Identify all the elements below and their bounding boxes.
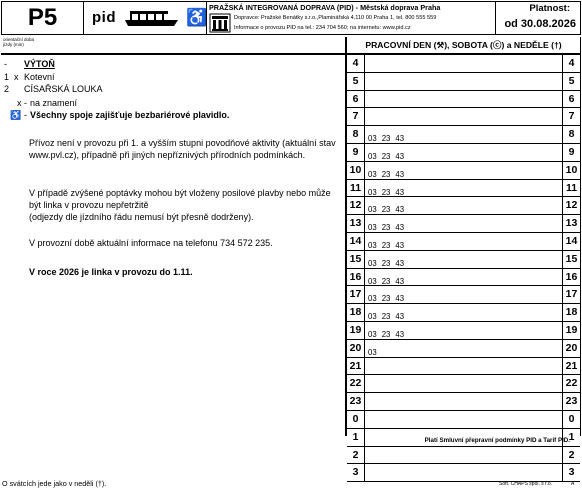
- departure-minute: 23: [381, 258, 391, 268]
- hour-label-left: 21: [347, 358, 365, 375]
- note-text: na znamení: [30, 98, 78, 108]
- departure-minute: 23: [381, 329, 391, 339]
- departure-minute: 43: [395, 276, 405, 286]
- hour-label-right: 23: [562, 393, 580, 410]
- hour-label-right: 13: [562, 215, 580, 232]
- departure-minute: 03: [368, 223, 377, 233]
- note-text: Všechny spoje zajišťuje bezbariérové plavidlo.: [30, 110, 230, 120]
- hour-label-left: 13: [347, 215, 365, 232]
- hour-row: [347, 269, 580, 287]
- departure-minute: 03: [368, 312, 377, 322]
- hour-label-left: 0: [347, 411, 365, 428]
- departure-minute: 43: [395, 151, 405, 161]
- hour-label-right: 22: [562, 375, 580, 392]
- hour-label-right: 5: [562, 73, 580, 90]
- season-notice: V roce 2026 je linka v provozu do 1.11.: [29, 267, 193, 277]
- stop-name: CÍSAŘSKÁ LOUKA: [24, 84, 103, 95]
- departure-minute: 03: [368, 169, 377, 179]
- departure-minute: 23: [381, 169, 391, 179]
- departure-minute: 23: [381, 294, 391, 304]
- hour-label-left: 8: [347, 126, 365, 143]
- tariff-note: Platí Smluvní přepravní podmínky PID a Tarif PID.: [424, 437, 570, 444]
- hour-label-left: 2: [347, 447, 365, 464]
- hour-label-right: 20: [562, 340, 580, 357]
- carrier-info: Dopravce: Pražské Benátky s.r.o.,Plaminářská 4,110 00 Praha 1, tel. 800 555 559: [234, 15, 437, 21]
- pid-logo: pid: [92, 9, 116, 26]
- departure-minute: 43: [395, 169, 405, 179]
- hour-label-left: 6: [347, 91, 365, 108]
- departure-minute: 23: [381, 312, 391, 322]
- hour-label-left: 15: [347, 251, 365, 268]
- flood-notice: Přívoz není v provozu při 1. a vyšším stupni povodňové aktivity (aktuální stav www.pvl.cz), případně při jiných nepříznivých přírodních podmínkách.: [29, 138, 336, 161]
- hour-label-left: 12: [347, 197, 365, 214]
- crest-icon: [209, 13, 231, 33]
- hour-label-left: 14: [347, 233, 365, 250]
- departure-minute: 23: [381, 187, 391, 197]
- accessibility-symbol: ♿ -: [10, 109, 27, 120]
- hour-row: [347, 91, 580, 109]
- departure-minute: 23: [381, 151, 391, 161]
- departure-minute: 43: [395, 205, 405, 215]
- hour-row: [347, 180, 580, 198]
- hour-label-right: 11: [562, 180, 580, 197]
- hour-row: [347, 73, 580, 91]
- stop-flag: x: [14, 71, 19, 82]
- validity-label: Platnost:: [529, 3, 570, 14]
- departure-minute: 23: [381, 134, 391, 144]
- hour-label-left: 5: [347, 73, 365, 90]
- hour-row: [347, 126, 580, 144]
- departure-rows: [347, 55, 580, 482]
- stop-name-current: VÝTOŇ: [24, 59, 55, 70]
- operator-block: [206, 2, 496, 34]
- hour-row: [347, 340, 580, 358]
- hour-row: [347, 286, 580, 304]
- hour-label-right: 6: [562, 91, 580, 108]
- hour-row: [347, 464, 580, 482]
- software-letter: A: [571, 481, 575, 487]
- departure-minute: 03: [368, 294, 377, 304]
- hour-row: [347, 233, 580, 251]
- stop-row: [4, 83, 103, 96]
- software-credit: Soft. CHAPS spol. s r.o.: [499, 481, 553, 487]
- departure-minute: 43: [395, 329, 405, 339]
- stop-list: [4, 58, 103, 96]
- hour-label-right: 16: [562, 269, 580, 286]
- hour-label-right: 3: [562, 464, 580, 481]
- hour-label-right: 18: [562, 304, 580, 321]
- phone-notice: V provozní době aktuální informace na telefonu 734 572 235.: [29, 238, 273, 248]
- organization-name: PRAŽSKÁ INTEGROVANÁ DOPRAVA (PID) - Městská doprava Praha: [209, 3, 441, 12]
- hour-row: [347, 358, 580, 376]
- hour-label-right: 1: [562, 429, 580, 446]
- departure-minute: 43: [395, 223, 405, 233]
- departure-minute: 03: [368, 329, 377, 339]
- departure-minute: 23: [381, 205, 391, 215]
- hour-row: [347, 162, 580, 180]
- holiday-note: O svátcích jede jako v neděli (†).: [2, 479, 107, 488]
- validity-date: od 30.08.2026: [504, 18, 576, 30]
- departure-minute: 23: [381, 223, 391, 233]
- hour-label-left: 16: [347, 269, 365, 286]
- hour-row: [347, 197, 580, 215]
- legend-line-2: jízdy (min): [3, 42, 24, 47]
- hour-row: [347, 393, 580, 411]
- hour-label-left: 4: [347, 55, 365, 72]
- departure-minute: 03: [368, 187, 377, 197]
- departure-minute: 43: [395, 312, 405, 322]
- hour-label-right: 14: [562, 233, 580, 250]
- timetable-header: [1, 1, 581, 35]
- hour-label-left: 10: [347, 162, 365, 179]
- hour-label-right: 8: [562, 126, 580, 143]
- departure-minute: 43: [395, 294, 405, 304]
- departure-minute: 03: [368, 347, 377, 357]
- departure-minute: 43: [395, 187, 405, 197]
- note-row: [8, 97, 338, 109]
- hour-label-right: 2: [562, 447, 580, 464]
- hour-label-right: 0: [562, 411, 580, 428]
- departure-minute: 23: [381, 276, 391, 286]
- hour-label-left: 23: [347, 393, 365, 410]
- hour-label-left: 3: [347, 464, 365, 481]
- departure-minute: 03: [368, 151, 377, 161]
- hour-label-right: 17: [562, 286, 580, 303]
- hour-row: [347, 322, 580, 340]
- hour-row: [347, 144, 580, 162]
- hour-label-left: 22: [347, 375, 365, 392]
- hour-label-left: 19: [347, 322, 365, 339]
- demand-notice-line: (odjezdy dle jízdního řádu nemusí být přesně dodrženy).: [29, 212, 254, 223]
- contact-info: Informace o provozu PID na tel.: 234 704 560; na internetu: www.pid.cz: [234, 25, 411, 31]
- hour-label-left: 18: [347, 304, 365, 321]
- hour-label-left: 17: [347, 286, 365, 303]
- departure-table-title: PRACOVNÍ DEN (⚒), SOBOTA (ⓒ) a NEDĚLE (†): [347, 37, 580, 55]
- hour-label-right: 19: [562, 322, 580, 339]
- legend-line-1: orientační doba: [3, 37, 35, 42]
- divider: [1, 53, 345, 55]
- hour-row: [347, 304, 580, 322]
- hour-row: [347, 447, 580, 465]
- hour-row: [347, 108, 580, 126]
- hour-label-right: 9: [562, 144, 580, 161]
- stop-row: [4, 71, 103, 84]
- stop-time: 2: [4, 84, 10, 95]
- stop-row: [4, 58, 103, 71]
- stop-time: -: [4, 59, 7, 70]
- hour-row: [347, 55, 580, 73]
- wheelchair-icon: ♿: [186, 8, 208, 27]
- departure-minute: 43: [395, 258, 405, 268]
- hour-row: [347, 251, 580, 269]
- line-number: P5: [2, 2, 84, 34]
- hour-label-right: 7: [562, 108, 580, 125]
- hour-row: [347, 215, 580, 233]
- departure-minute: 23: [381, 240, 391, 250]
- symbol-notes: [8, 97, 338, 121]
- hour-label-left: 11: [347, 180, 365, 197]
- departure-minute: 03: [368, 134, 377, 144]
- demand-notice-line: V případě zvýšené poptávky mohou být vloženy posilové plavby nebo může být linka v provozu nepřetržitě: [29, 188, 331, 211]
- stop-time: 1: [4, 71, 10, 82]
- hour-label-right: 12: [562, 197, 580, 214]
- hour-label-right: 15: [562, 251, 580, 268]
- hour-row: [347, 375, 580, 393]
- hour-label-left: 20: [347, 340, 365, 357]
- request-stop-symbol: x -: [17, 98, 27, 108]
- departure-minute: 03: [368, 240, 377, 250]
- departure-minute: 43: [395, 134, 405, 144]
- travel-time-legend: [3, 37, 34, 47]
- stop-name: Kotevní: [24, 71, 55, 82]
- departure-minute: 03: [368, 276, 377, 286]
- hour-row: [347, 411, 580, 429]
- boat-icon: [124, 10, 180, 28]
- hour-label-left: 7: [347, 108, 365, 125]
- demand-notice: [29, 187, 344, 224]
- departure-minute: 03: [368, 258, 377, 268]
- hour-label-right: 21: [562, 358, 580, 375]
- hour-label-left: 1: [347, 429, 365, 446]
- hour-label-right: 4: [562, 55, 580, 72]
- hour-label-right: 10: [562, 162, 580, 179]
- departure-minute: 03: [368, 205, 377, 215]
- departure-minute: 43: [395, 240, 405, 250]
- note-row: [8, 109, 338, 121]
- hour-label-left: 9: [347, 144, 365, 161]
